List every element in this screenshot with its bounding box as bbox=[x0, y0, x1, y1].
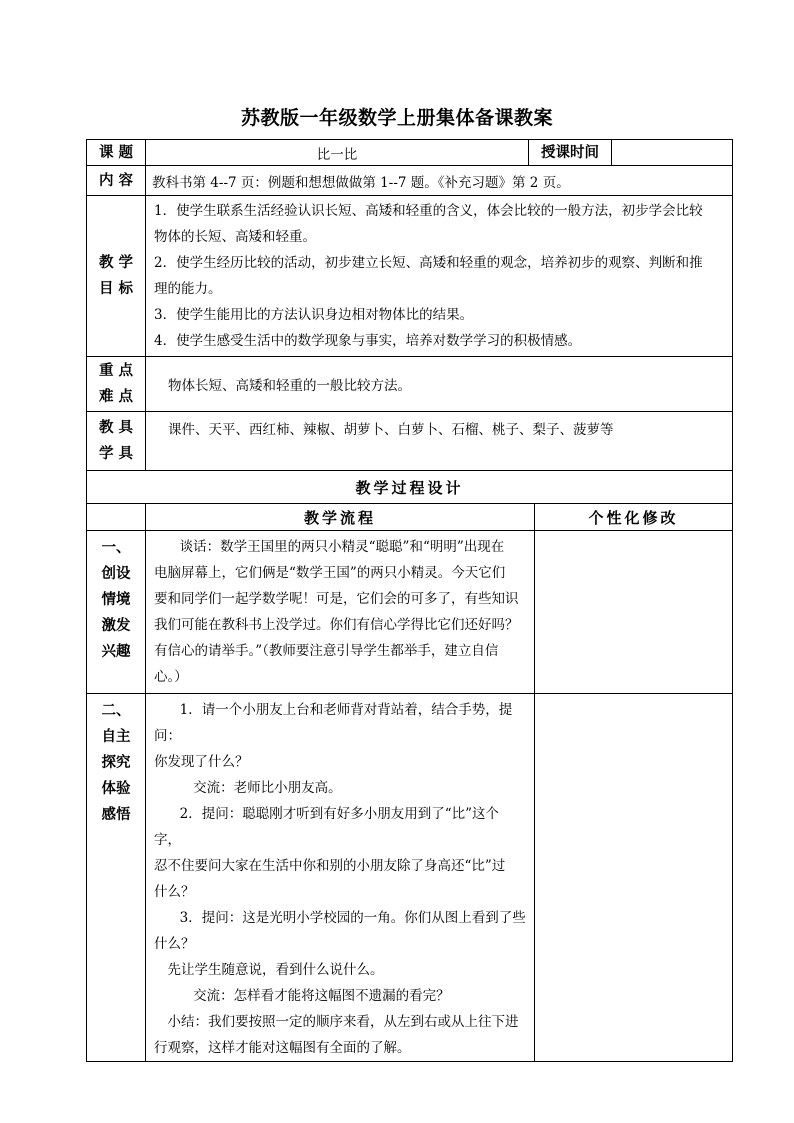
tools-row bbox=[87, 412, 733, 471]
objective-line: 4．使学生感受生活中的数学现象与事实，培养对数学学习的积极情感。 bbox=[154, 333, 582, 349]
keypoints-label: 重 点 难 点 bbox=[87, 357, 146, 412]
part2-line: 2．提问：聪聪刚才听到有好多小朋友用到了“比”这个字， bbox=[154, 806, 500, 848]
part1-line: 心。） bbox=[154, 669, 188, 685]
process-part1-row bbox=[87, 531, 733, 694]
col-title-flow: 教学流程 bbox=[146, 504, 535, 531]
objective-line: 1．使学生联系生活经验认识长短、高矮和轻重的含义，体会比较的一般方法，初步学会比较 bbox=[154, 203, 703, 219]
part1-content bbox=[146, 531, 535, 694]
part2-line: 什么？ bbox=[154, 936, 195, 952]
topic-label: 课 题 bbox=[87, 140, 146, 166]
part2-modify bbox=[535, 694, 733, 1062]
process-header-row bbox=[87, 504, 733, 531]
part2-line: 1．请一个小朋友上台和老师背对背站着，结合手势，提问： bbox=[154, 702, 513, 744]
topic-value: 比一比 bbox=[146, 140, 529, 166]
part1-line: 要和同学们一起学数学呢！可是，它们会的可多了，有些知识 bbox=[154, 591, 519, 607]
part2-line: 忍不住要问大家在生活中你和别的小朋友除了身高还“比”过 bbox=[154, 858, 506, 874]
part2-line: 3．提问：这是光明小学校园的一角。你们从图上看到了些 bbox=[179, 910, 526, 926]
part2-line: 行观察，这样才能对这幅图有全面的了解。 bbox=[154, 1040, 411, 1056]
part2-line: 什么？ bbox=[154, 884, 195, 900]
topic-row bbox=[87, 140, 733, 166]
part1-modify bbox=[535, 531, 733, 694]
part1-line: 谈话：数学王国里的两只小精灵“聪聪”和“明明”出现在 bbox=[179, 539, 505, 555]
tools-value: 课件、天平、西红柿、辣椒、胡萝卜、白萝卜、石榴、桃子、梨子、菠萝等 bbox=[146, 412, 733, 471]
process-section-title: 教学过程设计 bbox=[87, 471, 733, 504]
tools-label: 教 具 学 具 bbox=[87, 412, 146, 471]
objective-line: 物体的长短、高矮和轻重。 bbox=[154, 229, 316, 245]
objective-line: 理的能力。 bbox=[154, 281, 222, 297]
part1-line: 有信心的请举手。”（教师要注意引导学生都举手，建立自信 bbox=[154, 643, 499, 659]
part1-label: 一、 创设 情境 激发 兴趣 bbox=[87, 531, 146, 694]
objectives-list bbox=[146, 196, 733, 357]
page-title: 苏教版一年级数学上册集体备课教案 bbox=[240, 107, 553, 129]
part2-label: 二、 自主 探究 体验 感悟 bbox=[87, 694, 146, 1062]
time-value bbox=[612, 140, 733, 166]
time-label: 授课时间 bbox=[529, 140, 612, 166]
process-header-blank bbox=[87, 504, 146, 531]
lesson-plan-table bbox=[86, 139, 733, 1062]
keypoints-value: 物体长短、高矮和轻重的一般比较方法。 bbox=[146, 357, 733, 412]
part2-line: 你发现了什么？ bbox=[154, 754, 249, 770]
objectives-row bbox=[87, 196, 733, 357]
objective-line: 2．使学生经历比较的活动，初步建立长短、高矮和轻重的观念，培养初步的观察、判断和推 bbox=[154, 255, 703, 271]
part2-line: 交流：怎样看才能将这幅图不遗漏的看完？ bbox=[193, 988, 450, 1004]
process-title-row bbox=[87, 471, 733, 504]
part2-line: 交流：老师比小朋友高。 bbox=[193, 780, 342, 796]
part2-line: 小结：我们要按照一定的顺序来看，从左到右或从上往下进 bbox=[167, 1014, 519, 1030]
part1-line: 我们可能在教科书上没学过。你们有信心学得比它们还好吗？ bbox=[154, 617, 519, 633]
content-label: 内 容 bbox=[87, 166, 146, 196]
objective-line: 3．使学生能用比的方法认识身边相对物体比的结果。 bbox=[154, 307, 474, 323]
part1-line: 电脑屏幕上，它们俩是“数学王国”的两只小精灵。今天它们 bbox=[154, 565, 506, 581]
objectives-label: 教 学 目 标 bbox=[87, 196, 146, 357]
content-row bbox=[87, 166, 733, 196]
content-value: 教科书第 4--7 页：例题和想想做做第 1--7 题。《补充习题》第 2 页。 bbox=[146, 166, 733, 196]
part2-content bbox=[146, 694, 535, 1062]
process-part2-row bbox=[87, 694, 733, 1062]
keypoints-row bbox=[87, 357, 733, 412]
col-title-modify: 个性化修改 bbox=[535, 504, 733, 531]
part2-line: 先让学生随意说，看到什么说什么。 bbox=[167, 962, 384, 978]
